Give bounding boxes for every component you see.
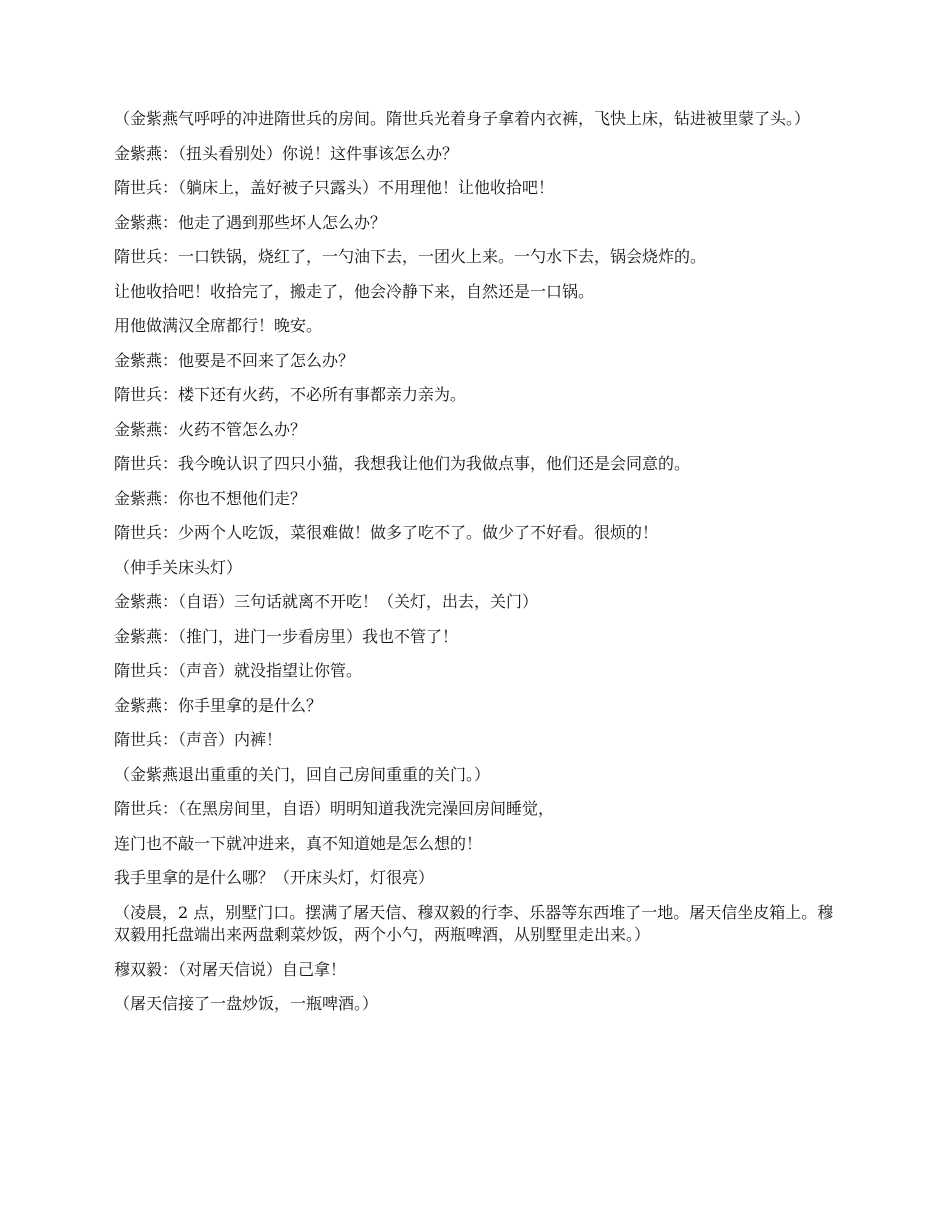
dialogue-line: 隋世兵：少两个人吃饭，菜很难做！做多了吃不了。做少了不好看。很烦的！ [114,523,659,542]
dialogue-continuation: 用他做满汉全席都行！晚安。 [114,316,323,335]
dialogue-line: 隋世兵：（躺床上，盖好被子只露头）不用理他！让他收拾吧！ [114,178,555,197]
dialogue-line: 隋世兵：（在黑房间里，自语）明明知道我洗完澡回房间睡觉， [114,799,555,818]
dialogue-line: 金紫燕：他走了遇到那些坏人怎么办？ [114,212,387,232]
dialogue-continuation: 连门也不敲一下就冲进来，真不知道她是怎么想的！ [114,833,483,853]
stage-direction: （凌晨，2 点，别墅门口。摆满了屠天信、穆双毅的行李、乐器等东西堆了一地。屠天信坐皮箱上。穆双毅用托盘端出来两盘剩菜炒饭，两个小勺，两瓶啤酒，从别墅里走出来。） [114,902,834,944]
dialogue-line: 金紫燕：他要是不回来了怎么办？ [114,350,355,370]
dialogue-line: 隋世兵：我今晚认识了四只小猫，我想我让他们为我做点事，他们还是会同意的。 [114,454,691,473]
dialogue-line: 隋世兵：（声音）内裤！ [114,730,283,749]
dialogue-line: 金紫燕：（推门，进门一步看房里）我也不管了！ [114,626,459,646]
stage-direction: （金紫燕气呼呼的冲进隋世兵的房间。隋世兵光着身子拿着内衣裤，飞快上床，钻进被里蒙了头。） [114,109,811,128]
document-page [114,108,844,1028]
stage-direction: （金紫燕退出重重的关门，回自己房间重重的关门。） [114,764,491,784]
dialogue-line: 金紫燕：（自语）三句话就离不开吃！（关灯，出去，关门） [114,592,539,611]
stage-direction: （屠天信接了一盘炒饭，一瓶啤酒。） [114,994,379,1013]
dialogue-line: 金紫燕：（扭头看别处）你说！这件事该怎么办？ [114,143,459,163]
dialogue-line: 隋世兵：楼下还有火药，不必所有事都亲力亲为。 [114,385,467,404]
stage-direction: （伸手关床头灯） [114,557,243,577]
dialogue-line: 金紫燕：你也不想他们走？ [114,488,307,508]
dialogue-line: 穆双毅：（对屠天信说）自己拿！ [114,959,347,979]
dialogue-continuation: 我手里拿的是什么哪？（开床头灯，灯很亮） [114,868,435,887]
dialogue-continuation: 让他收拾吧！收拾完了，搬走了，他会冷静下来，自然还是一口锅。 [114,281,595,301]
dialogue-line: 金紫燕：火药不管怎么办？ [114,419,307,439]
dialogue-line: 金紫燕：你手里拿的是什么？ [114,695,323,715]
dialogue-line: 隋世兵：（声音）就没指望让你管。 [114,661,363,680]
dialogue-line: 隋世兵：一口铁锅，烧红了，一勺油下去，一团火上来。一勺水下去，锅会烧炸的。 [114,247,707,266]
